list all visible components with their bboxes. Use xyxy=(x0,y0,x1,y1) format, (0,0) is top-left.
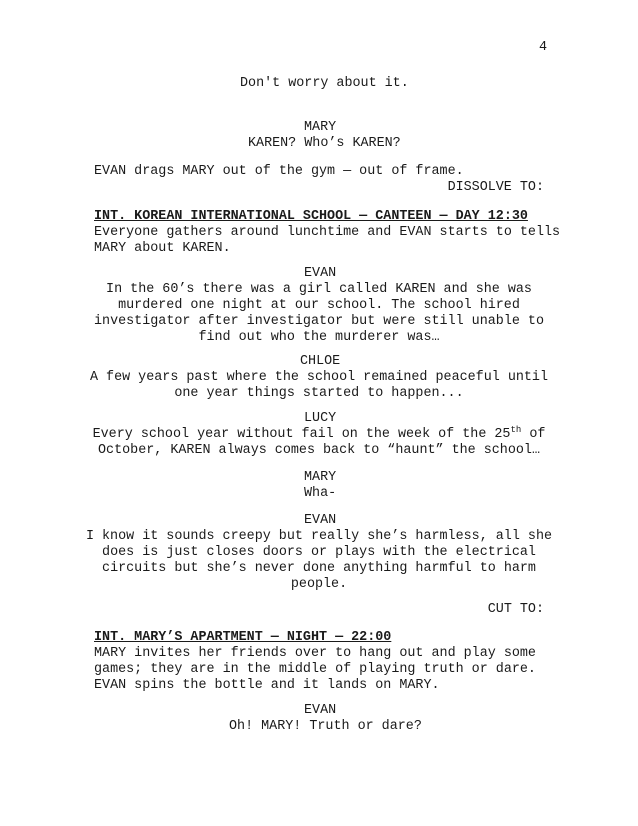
dialogue-line: find out who the murderer was… xyxy=(198,330,440,345)
action-line: games; they are in the middle of playing truth or dare. xyxy=(94,662,536,677)
action-line: MARY invites her friends over to hang out and play some xyxy=(94,646,536,661)
dialogue-text: of xyxy=(521,427,546,442)
character-name: MARY xyxy=(304,120,337,135)
character-name: CHLOE xyxy=(300,354,341,369)
dialogue-line: In the 60’s there was a girl called KAREN and she was xyxy=(106,282,532,297)
action-line: MARY about KAREN. xyxy=(94,241,231,256)
page-number: 4 xyxy=(539,40,548,55)
dialogue-text: Every school year without fail on the week of the 25 xyxy=(92,427,511,442)
dialogue-line: people. xyxy=(290,577,348,592)
dialogue-line: Wha- xyxy=(304,486,337,501)
ordinal-suffix: th xyxy=(510,425,522,435)
action-line: EVAN spins the bottle and it lands on MARY. xyxy=(94,678,440,693)
character-name: EVAN xyxy=(304,266,337,281)
character-name: EVAN xyxy=(304,703,337,718)
action-line: Everyone gathers around lunchtime and EVAN starts to tells xyxy=(94,225,561,240)
dialogue-line xyxy=(0,427,638,443)
character-name: LUCY xyxy=(304,411,337,426)
dialogue-line: Don't worry about it. xyxy=(240,76,409,91)
dialogue-line: October, KAREN always comes back to “haunt” the school… xyxy=(98,443,540,458)
dialogue-line: does is just closes doors or plays with the electrical xyxy=(102,545,536,560)
dialogue-line: KAREN? Who’s KAREN? xyxy=(248,136,401,151)
scene-heading: INT. KOREAN INTERNATIONAL SCHOOL — CANTEEN — DAY 12:30 xyxy=(94,209,528,224)
dialogue-line: one year things started to happen... xyxy=(174,386,464,401)
dialogue-line: I know it sounds creepy but really she’s harmless, all she xyxy=(85,529,553,544)
transition: CUT TO: xyxy=(487,602,544,617)
dialogue-line: circuits but she’s never done anything harmful to harm xyxy=(102,561,536,576)
dialogue-line: Oh! MARY! Truth or dare? xyxy=(229,719,422,734)
scene-heading: INT. MARY’S APARTMENT — NIGHT — 22:00 xyxy=(94,630,392,645)
action-line: EVAN drags MARY out of the gym — out of frame. xyxy=(94,164,464,179)
dialogue-line: murdered one night at our school. The school hired xyxy=(118,298,520,313)
dialogue-line: investigator after investigator but were still unable to xyxy=(94,314,544,329)
dialogue-line: A few years past where the school remained peaceful until xyxy=(89,370,549,385)
character-name: EVAN xyxy=(304,513,337,528)
character-name: MARY xyxy=(304,470,337,485)
transition: DISSOLVE TO: xyxy=(447,180,544,195)
